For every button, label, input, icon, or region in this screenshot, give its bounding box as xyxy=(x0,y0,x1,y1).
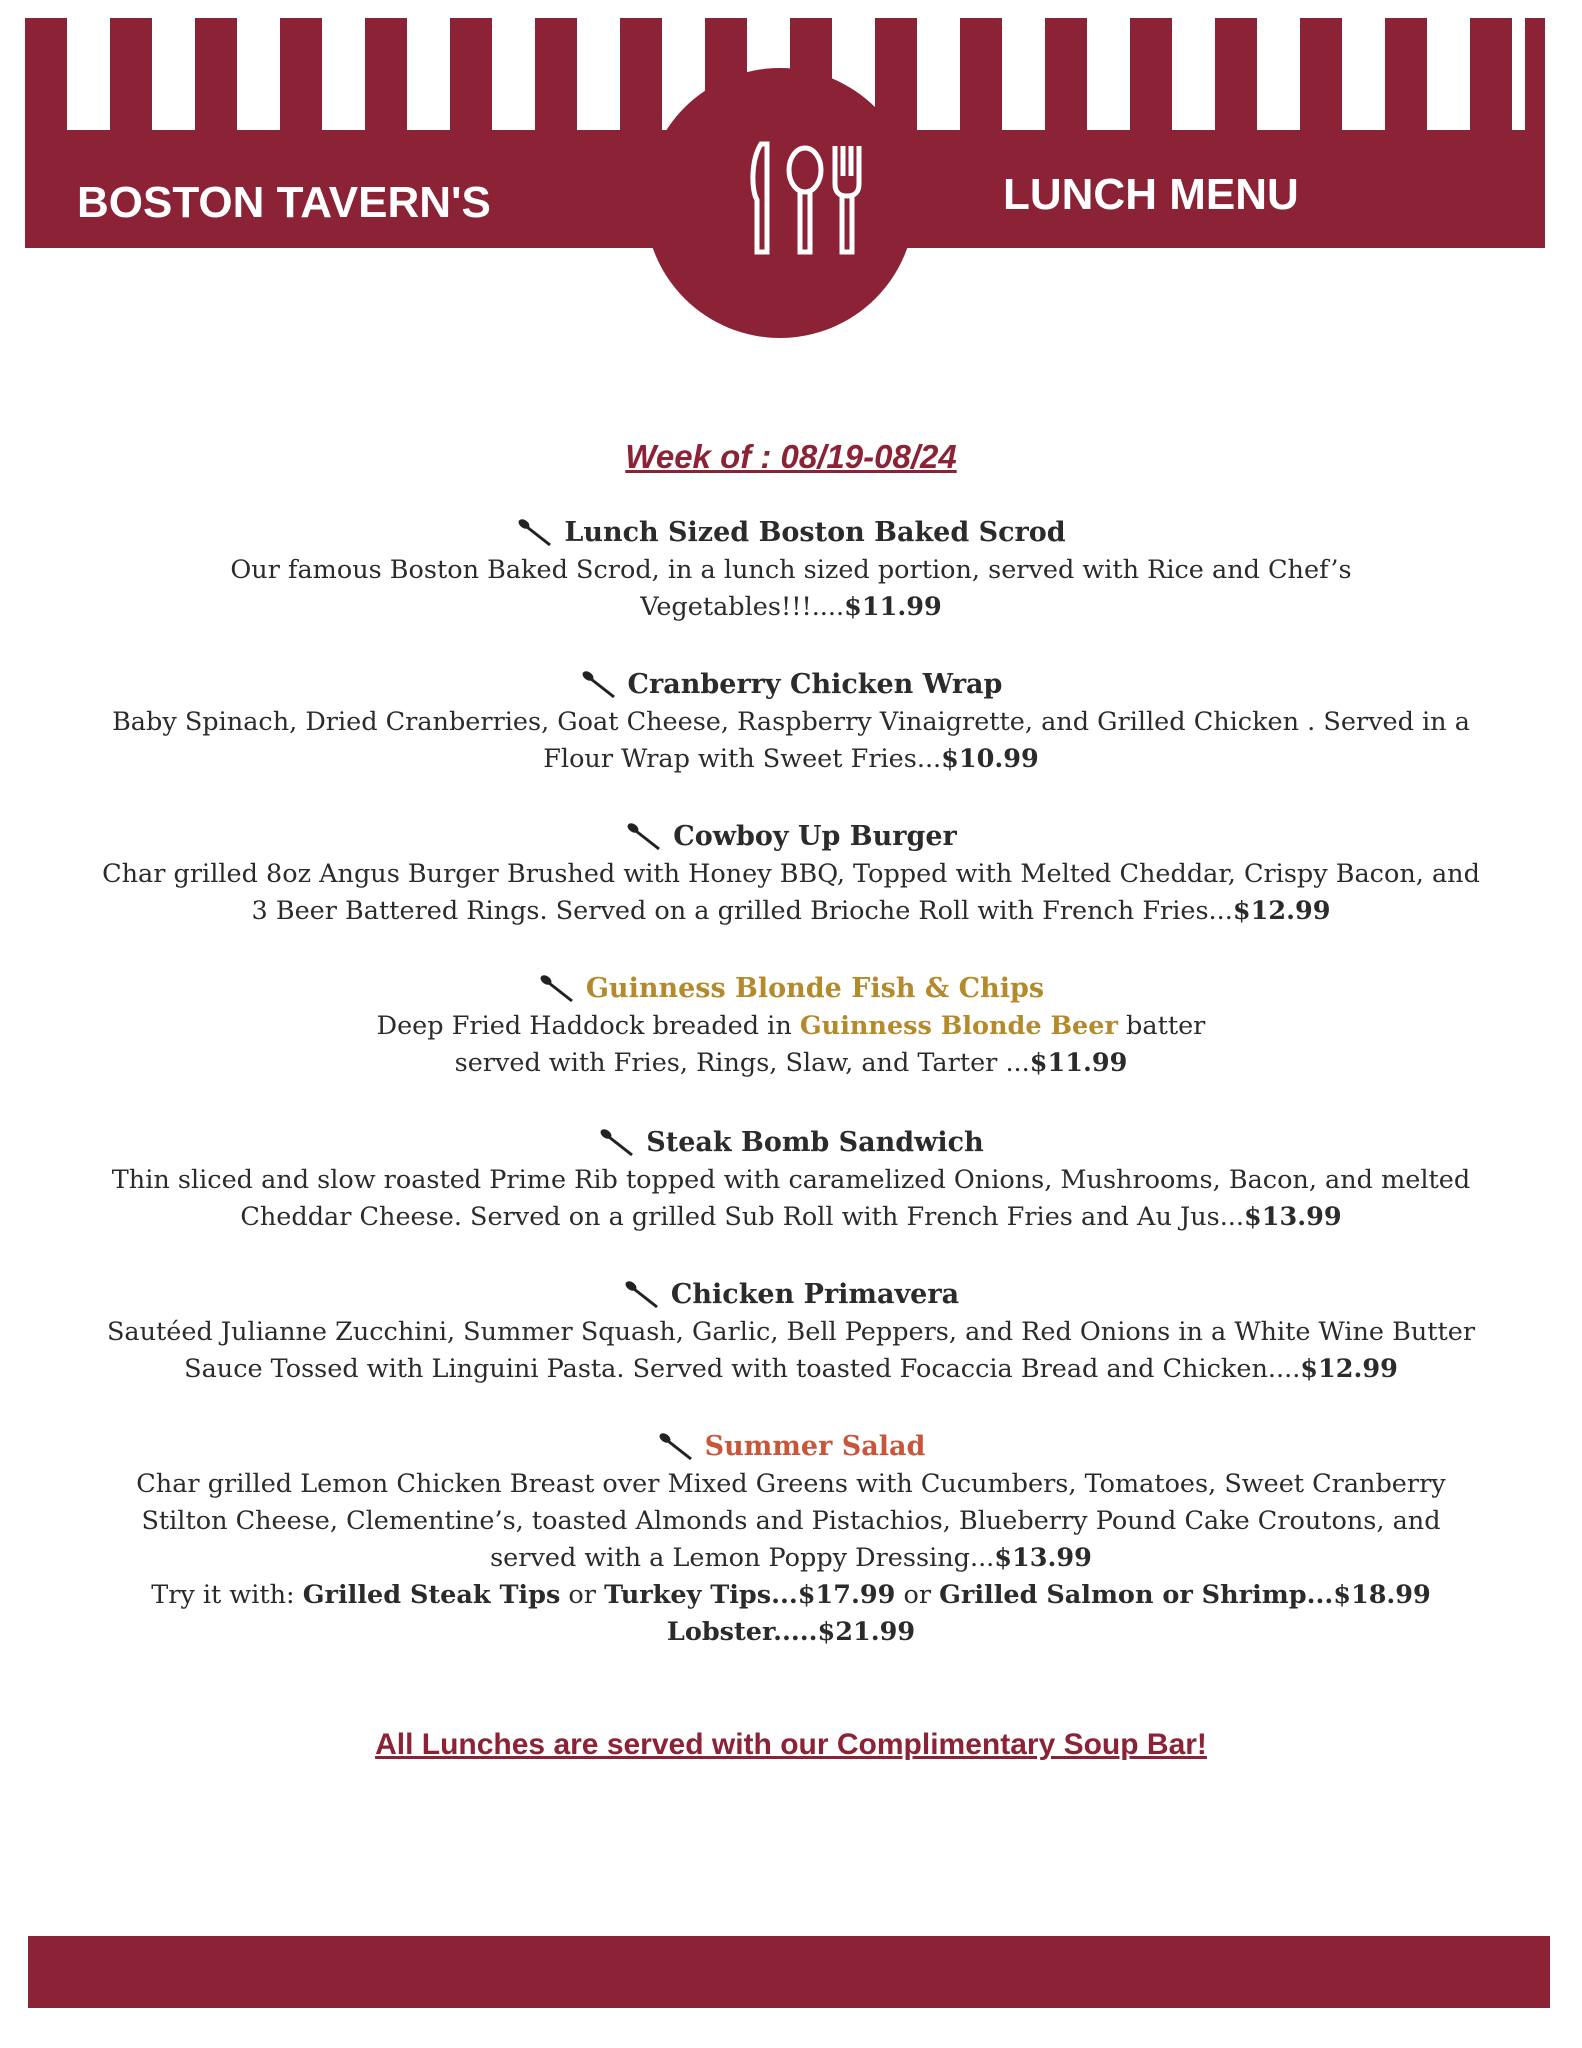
menu-title: LUNCH MENU xyxy=(1003,170,1299,219)
menu-item-title-row xyxy=(60,666,1522,704)
menu-item-title-row xyxy=(60,970,1522,1008)
menu-item-name: Guinness Blonde Fish & Chips xyxy=(585,973,1045,1004)
soup-bar-note: All Lunches are served with our Complimentary Soup Bar! xyxy=(375,1728,1207,1761)
menu-header xyxy=(25,18,1545,248)
awning-stripe xyxy=(1525,18,1545,133)
addon-option: Lobster.....$21.99 xyxy=(666,1617,916,1647)
awning-stripe xyxy=(1215,18,1257,133)
description-text: 3 Beer Battered Rings. Served on a grilled Brioche Roll with French Fries... xyxy=(251,896,1233,926)
spoon-icon xyxy=(516,517,556,549)
menu-item-name: Cranberry Chicken Wrap xyxy=(627,669,1003,700)
restaurant-name: BOSTON TAVERN'S xyxy=(77,178,491,227)
week-label: Week of : 08/19-08/24 xyxy=(625,438,957,475)
awning-stripe xyxy=(195,18,237,133)
highlight-text: Guinness Blonde Beer xyxy=(799,1011,1118,1041)
menu-item-price: $11.99 xyxy=(1029,1048,1128,1078)
awning-stripe xyxy=(1300,18,1342,133)
addons-prefix: Try it with: xyxy=(151,1580,303,1610)
description-line xyxy=(60,1199,1522,1236)
menu-item-price: $12.99 xyxy=(1232,896,1331,926)
description-text: served with a Lemon Poppy Dressing... xyxy=(490,1543,995,1573)
menu-item xyxy=(60,1124,1522,1236)
awning-stripe xyxy=(1130,18,1172,133)
description-line xyxy=(60,741,1522,778)
description-line: Thin sliced and slow roasted Prime Rib topped with caramelized Onions, Mushrooms, Bacon, and melted xyxy=(111,1165,1471,1195)
menu-item-title-row xyxy=(60,818,1522,856)
awning-stripe xyxy=(280,18,322,133)
spoon-icon xyxy=(538,973,578,1005)
menu-item-title-row xyxy=(60,1124,1522,1162)
description-line xyxy=(60,1351,1522,1388)
awning-stripe xyxy=(535,18,577,133)
addons-line xyxy=(60,1577,1522,1614)
menu-item xyxy=(60,970,1522,1082)
description-text: Cheddar Cheese. Served on a grilled Sub Roll with French Fries and Au Jus... xyxy=(240,1202,1245,1232)
menu-item-description xyxy=(60,1008,1522,1082)
description-text: served with Fries, Rings, Slaw, and Tarter ... xyxy=(454,1048,1030,1078)
description-line xyxy=(60,1008,1522,1045)
menu-item-description xyxy=(60,1466,1522,1651)
menu-item-name: Chicken Primavera xyxy=(670,1279,960,1310)
description-line xyxy=(60,1540,1522,1577)
description-line: Our famous Boston Baked Scrod, in a lunch sized portion, served with Rice and Chef’s xyxy=(230,555,1352,585)
menu-item xyxy=(60,514,1522,626)
spoon-icon xyxy=(598,1127,638,1159)
menu-item xyxy=(60,1428,1522,1651)
awning-stripe xyxy=(110,18,152,133)
menu-item-description xyxy=(60,1162,1522,1236)
addon-option: Grilled Steak Tips xyxy=(302,1580,561,1610)
menu-item xyxy=(60,818,1522,930)
menu-item-title-row xyxy=(60,1276,1522,1314)
awning-stripe xyxy=(1045,18,1087,133)
spoon-icon xyxy=(625,821,665,853)
description-text: batter xyxy=(1117,1011,1206,1041)
menu-item-price: $13.99 xyxy=(1244,1202,1342,1232)
spoon-icon xyxy=(580,669,620,701)
addon-option: Turkey Tips...$17.99 xyxy=(604,1580,896,1610)
menu-item-price: $13.99 xyxy=(994,1543,1092,1573)
knife-spoon-fork-icon xyxy=(743,140,873,260)
addon-option: Grilled Salmon or Shrimp...$18.99 xyxy=(939,1580,1431,1610)
description-line: Char grilled 8oz Angus Burger Brushed with Honey BBQ, Topped with Melted Cheddar, Crispy Bacon, and xyxy=(102,859,1480,889)
menu-item-title-row xyxy=(60,514,1522,552)
description-line: Sautéed Julianne Zucchini, Summer Squash, Garlic, Bell Peppers, and Red Onions in a White Wine Butter xyxy=(106,1317,1476,1347)
description-line xyxy=(60,1045,1522,1082)
description-text: Vegetables!!!.... xyxy=(640,592,845,622)
awning-stripe xyxy=(620,18,662,133)
menu-item-description xyxy=(60,1314,1522,1388)
footer-band xyxy=(28,1936,1550,2008)
awning-stripe xyxy=(960,18,1002,133)
description-line xyxy=(60,589,1522,626)
awning-stripe xyxy=(1385,18,1427,133)
menu-item xyxy=(60,1276,1522,1388)
addons-line xyxy=(60,1614,1522,1651)
menu-item-name: Cowboy Up Burger xyxy=(673,821,957,852)
menu-item-price: $12.99 xyxy=(1300,1354,1398,1384)
awning-stripe xyxy=(1470,18,1512,133)
menu-item xyxy=(60,666,1522,778)
menu-item-name: Steak Bomb Sandwich xyxy=(646,1127,984,1158)
addon-separator: or xyxy=(560,1580,605,1610)
awning-stripe xyxy=(450,18,492,133)
spoon-icon xyxy=(657,1431,697,1463)
awning-stripe xyxy=(25,18,67,133)
description-text: Deep Fried Haddock breaded in xyxy=(376,1011,800,1041)
menu-item-price: $10.99 xyxy=(941,744,1039,774)
menu-item-name: Summer Salad xyxy=(704,1431,926,1462)
description-line: Char grilled Lemon Chicken Breast over Mixed Greens with Cucumbers, Tomatoes, Sweet Cranberry xyxy=(136,1469,1446,1499)
menu-item-title-row xyxy=(60,1428,1522,1466)
menu-item-name: Lunch Sized Boston Baked Scrod xyxy=(564,517,1066,548)
description-line xyxy=(60,893,1522,930)
spoon-icon xyxy=(623,1279,663,1311)
menu-item-price: $11.99 xyxy=(844,592,942,622)
awning-stripe xyxy=(365,18,407,133)
menu-item-description xyxy=(60,552,1522,626)
description-line: Baby Spinach, Dried Cranberries, Goat Cheese, Raspberry Vinaigrette, and Grilled Chicken . Served in a xyxy=(112,707,1470,737)
menu-item-description xyxy=(60,704,1522,778)
description-line: Stilton Cheese, Clementine’s, toasted Almonds and Pistachios, Blueberry Pound Cake Croutons, and xyxy=(141,1506,1441,1536)
description-text: Sauce Tossed with Linguini Pasta. Served with toasted Focaccia Bread and Chicken.... xyxy=(184,1354,1301,1384)
menu-item-description xyxy=(60,856,1522,930)
description-text: Flour Wrap with Sweet Fries... xyxy=(543,744,942,774)
addon-separator: or xyxy=(895,1580,940,1610)
